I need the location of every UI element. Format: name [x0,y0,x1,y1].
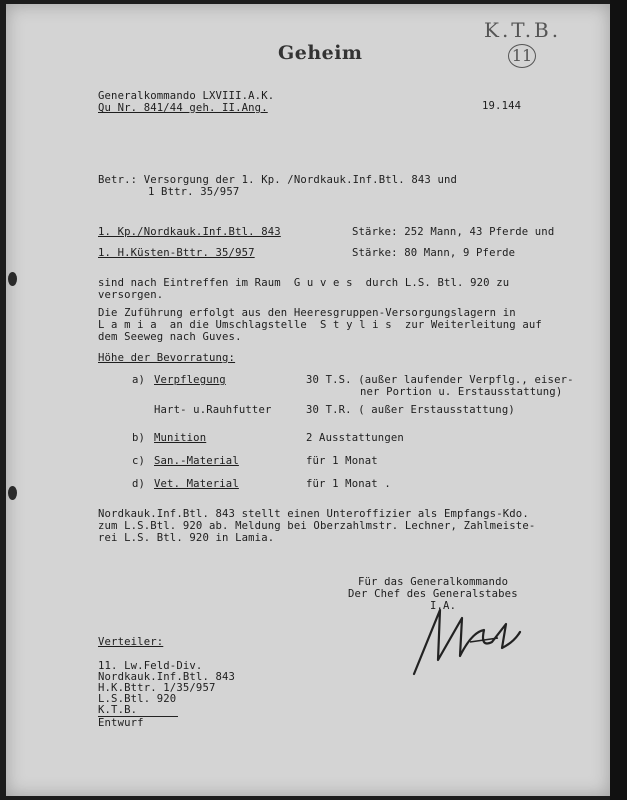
closing-line-3: rei L.S. Btl. 920 in Lamia. [98,532,275,544]
sender-line-2: Qu Nr. 841/44 geh. II.Ang. [98,102,268,114]
supply-amount: 30 T.R. ( außer Erstausstattung) [306,404,515,416]
supply-letter: b) [132,432,146,444]
handwritten-signature [410,602,530,682]
para2-line-1: Die Zuführung erfolgt aus den Heeresgruppen-Versorgungslagern in [98,307,516,319]
supply-item: Munition [154,432,207,444]
para1-line-1: sind nach Eintreffen im Raum G u v e s durch L.S. Btl. 920 zu [98,277,510,289]
supply-amount: für 1 Monat . [306,478,391,490]
para2-line-3: dem Seeweg nach Guves. [98,331,242,343]
supply-item: Verpflegung [154,374,226,386]
supply-letter: d) [132,478,146,490]
signature-line-2: Der Chef des Generalstabes [348,588,518,600]
supply-amount: 30 T.S. (außer laufender Verpflg., eiser- [306,374,574,386]
para2-line-2: L a m i a an die Umschlagstelle S t y l i s zur Weiterleitung auf [98,319,542,331]
distribution-item: L.S.Btl. 920 [98,693,177,705]
date: 19.144 [482,100,522,112]
unit-name-2: 1. H.Küsten-Bttr. 35/957 [98,247,255,259]
supply-item: San.-Material [154,455,239,467]
distribution-item: Entwurf [98,717,144,729]
signature-line-3: I.A. [430,600,457,612]
supply-amount: 2 Ausstattungen [306,432,404,444]
unit-name-1: 1. Kp./Nordkauk.Inf.Btl. 843 [98,226,281,238]
closing-line-1: Nordkauk.Inf.Btl. 843 stellt einen Unteroffizier als Empfangs-Kdo. [98,508,529,520]
supply-amount: für 1 Monat [306,455,378,467]
distribution-item: K.T.B. [98,704,138,716]
distribution-heading: Verteiler: [98,636,164,648]
document-page [6,4,610,796]
classification-stamp: Geheim [278,42,363,64]
punch-hole [8,486,17,500]
supply-letter: c) [132,455,146,467]
archive-mark: K.T.B. [484,18,562,42]
signature-line-1: Für das Generalkommando [358,576,509,588]
page-number: 11 [508,44,536,68]
supply-item: Hart- u.Rauhfutter [154,404,272,416]
stock-heading: Höhe der Bevorratung: [98,352,236,364]
subject-line-2: 1 Bttr. 35/957 [148,186,240,198]
unit-strength-2: Stärke: 80 Mann, 9 Pferde [352,247,516,259]
unit-strength-1: Stärke: 252 Mann, 43 Pferde und [352,226,555,238]
distribution-item: 11. Lw.Feld-Div. [98,660,203,672]
subject-line-1: Betr.: Versorgung der 1. Kp. /Nordkauk.Inf.Btl. 843 und [98,174,458,186]
sender-line-1: Generalkommando LXVIII.A.K. [98,90,275,102]
punch-hole [8,272,17,286]
distribution-item: Nordkauk.Inf.Btl. 843 [98,671,236,683]
scan-edge [610,0,627,800]
distribution-item: H.K.Bttr. 1/35/957 [98,682,216,694]
supply-amount-cont: ner Portion u. Erstausstattung) [360,386,563,398]
supply-item: Vet. Material [154,478,239,490]
para1-line-2: versorgen. [98,289,164,301]
supply-letter: a) [132,374,146,386]
closing-line-2: zum L.S.Btl. 920 ab. Meldung bei Oberzahlmstr. Lechner, Zahlmeiste- [98,520,536,532]
